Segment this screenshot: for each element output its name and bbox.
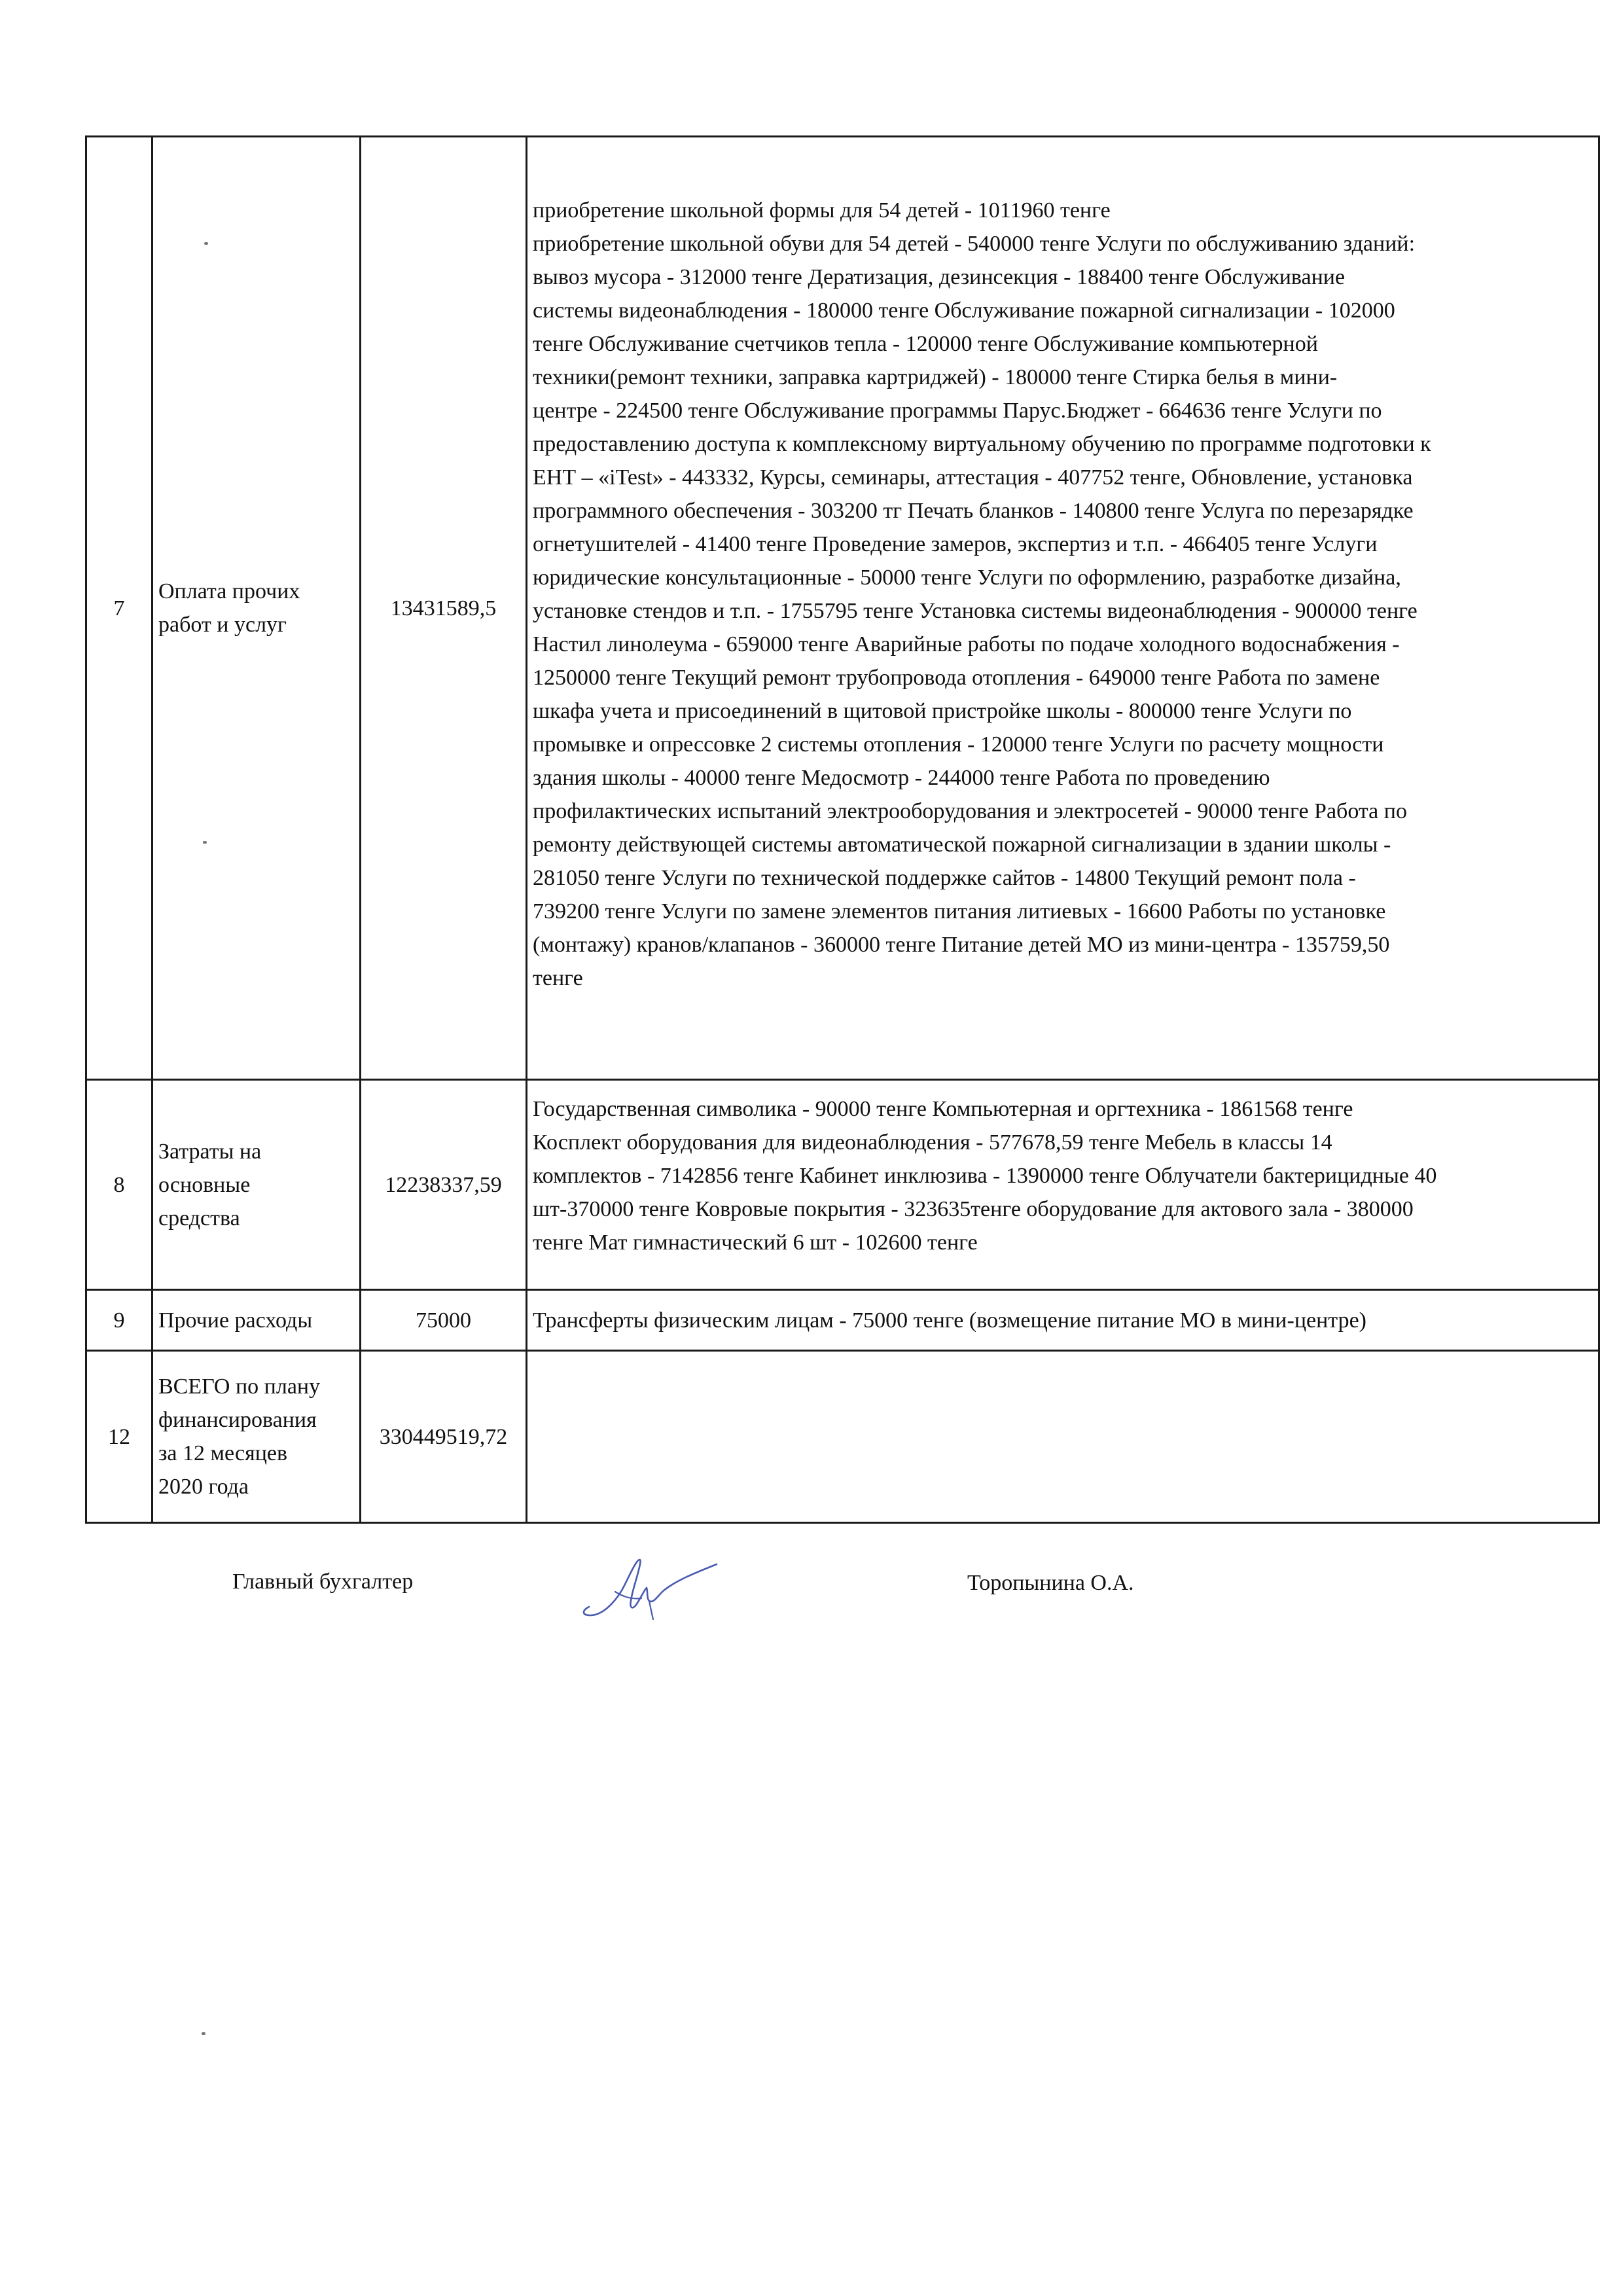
description-line: вывоз мусора - 312000 тенге Дератизация, дезинсекция - 188400 тенге Обслуживание (533, 265, 1346, 289)
expense-name-line: 2020 года (158, 1475, 249, 1499)
expense-name-line: работ и услуг (158, 613, 287, 637)
signatory-position: Главный бухгалтер (232, 1570, 414, 1594)
total-amount-text: 330449519,72 (379, 1424, 508, 1449)
expense-name-line: основные (158, 1172, 251, 1197)
description-line: Трансферты физическим лицам - 75000 тенге (возмещение питание МО в мини-центре) (533, 1308, 1366, 1333)
description-line: профилактических испытаний электрооборудования и электросетей - 90000 тенге Работа по (533, 799, 1407, 823)
description-line: тенге Мат гимнастический 6 шт - 102600 тенге (533, 1230, 978, 1255)
expense-name-line: средства (158, 1206, 240, 1230)
scan-speck (203, 841, 207, 844)
expense-amount (361, 1080, 527, 1290)
description-line: ЕНТ – «iTest» - 443332, Курсы, семинары, аттестация - 407752 тенге, Обновление, установка (533, 465, 1413, 490)
description-line: шкафа учета и присоединений в щитовой пристройке школы - 800000 тенге Услуги по (533, 699, 1352, 723)
scan-speck (202, 2032, 205, 2035)
expense-name (152, 1290, 361, 1351)
description-line: Настил линолеума - 659000 тенге Аварийные работы по подаче холодного водоснабжения - (533, 632, 1400, 656)
expense-amount-text: 75000 (416, 1308, 471, 1333)
description-line: здания школы - 40000 тенге Медосмотр - 244000 тенге Работа по проведению (533, 766, 1270, 790)
row-number-text: 7 (113, 596, 125, 620)
description-line: приобретение школьной формы для 54 детей - 1011960 тенге (533, 198, 1111, 223)
description-line: центре - 224500 тенге Обслуживание программы Парус.Бюджет - 664636 тенге Услуги по (533, 399, 1382, 423)
description-line: (монтажу) кранов/клапанов - 360000 тенге Питание детей МО из мини-центра - 135759,50 (533, 933, 1390, 957)
expense-description (527, 1290, 1599, 1351)
table-row (86, 1351, 1599, 1523)
expense-name-line: Затраты на (158, 1139, 262, 1164)
description-line: промывке и опрессовке 2 системы отопления - 120000 тенге Услуги по расчету мощности (533, 732, 1384, 757)
expense-name (152, 1351, 361, 1523)
row-number (86, 1290, 152, 1351)
expense-name-line: Оплата прочих (158, 579, 300, 603)
handwritten-signature (576, 1545, 733, 1630)
description-line: системы видеонаблюдения - 180000 тенге Обслуживание пожарной сигнализации - 102000 (533, 298, 1395, 323)
expense-amount-text: 13431589,5 (390, 596, 497, 620)
expense-name-line: за 12 месяцев (158, 1441, 288, 1465)
expense-amount (361, 1290, 527, 1351)
row-number-text: 8 (113, 1172, 125, 1197)
description-line: 281050 тенге Услуги по технической поддержке сайтов - 14800 Текущий ремонт пола - (533, 866, 1356, 890)
expense-description (527, 137, 1599, 1080)
row-number (86, 1351, 152, 1523)
expense-description (527, 1080, 1599, 1290)
description-line: 739200 тенге Услуги по замене элементов питания литиевых - 16600 Работы по установке (533, 899, 1386, 924)
description-line: 1250000 тенге Текущий ремонт трубопровода отопления - 649000 тенге Работа по замене (533, 666, 1380, 690)
budget-table (85, 135, 1600, 1524)
expense-amount-text: 12238337,59 (385, 1172, 502, 1197)
scan-speck (204, 242, 208, 245)
table-row (86, 1080, 1599, 1290)
expense-name-line: финансирования (158, 1408, 317, 1432)
description-line: программного обеспечения - 303200 тг Печать бланков - 140800 тенге Услуга по перезарядке (533, 499, 1414, 523)
table-row (86, 1290, 1599, 1351)
description-line: Косплект оборудования для видеонаблюдения - 577678,59 тенге Мебель в классы 14 (533, 1130, 1332, 1155)
row-number-text: 12 (108, 1424, 130, 1449)
expense-name-line: Прочие расходы (158, 1308, 313, 1333)
description-line: ремонту действующей системы автоматической пожарной сигнализации в здании школы - (533, 833, 1391, 857)
description-line: огнетушителей - 41400 тенге Проведение замеров, экспертиз и т.п. - 466405 тенге Услуги (533, 532, 1378, 556)
signature-block (0, 1545, 1623, 1649)
expense-amount (361, 137, 527, 1080)
row-number (86, 137, 152, 1080)
description-line: приобретение школьной обуви для 54 детей - 540000 тенге Услуги по обслуживанию зданий: (533, 232, 1416, 256)
signatory-name: Торопынина О.А. (967, 1571, 1134, 1595)
description-line: тенге Обслуживание счетчиков тепла - 120000 тенге Обслуживание компьютерной (533, 332, 1318, 356)
expense-name (152, 137, 361, 1080)
row-number-text: 9 (113, 1308, 125, 1333)
expense-name (152, 1080, 361, 1290)
expense-description (527, 1351, 1599, 1523)
description-line: техники(ремонт техники, заправка картриджей) - 180000 тенге Стирка белья в мини- (533, 365, 1338, 389)
description-line: установке стендов и т.п. - 1755795 тенге Установка системы видеонаблюдения - 900000 тенге (533, 599, 1418, 623)
row-number (86, 1080, 152, 1290)
description-line: комплектов - 7142856 тенге Кабинет инклюзива - 1390000 тенге Облучатели бактерицидные 40 (533, 1164, 1437, 1188)
description-line: шт-370000 тенге Ковровые покрытия - 323635тенге оборудование для актового зала - 380000 (533, 1197, 1414, 1221)
total-amount (361, 1351, 527, 1523)
description-line: юридические консультационные - 50000 тенге Услуги по оформлению, разработке дизайна, (533, 565, 1401, 590)
description-line: предоставлению доступа к комплексному виртуальному обучению по программе подготовки к (533, 432, 1431, 456)
description-line: тенге (533, 966, 583, 990)
expense-name-line: ВСЕГО по плану (158, 1374, 321, 1399)
description-line: Государственная символика - 90000 тенге Компьютерная и оргтехника - 1861568 тенге (533, 1097, 1353, 1121)
table-row (86, 137, 1599, 1080)
